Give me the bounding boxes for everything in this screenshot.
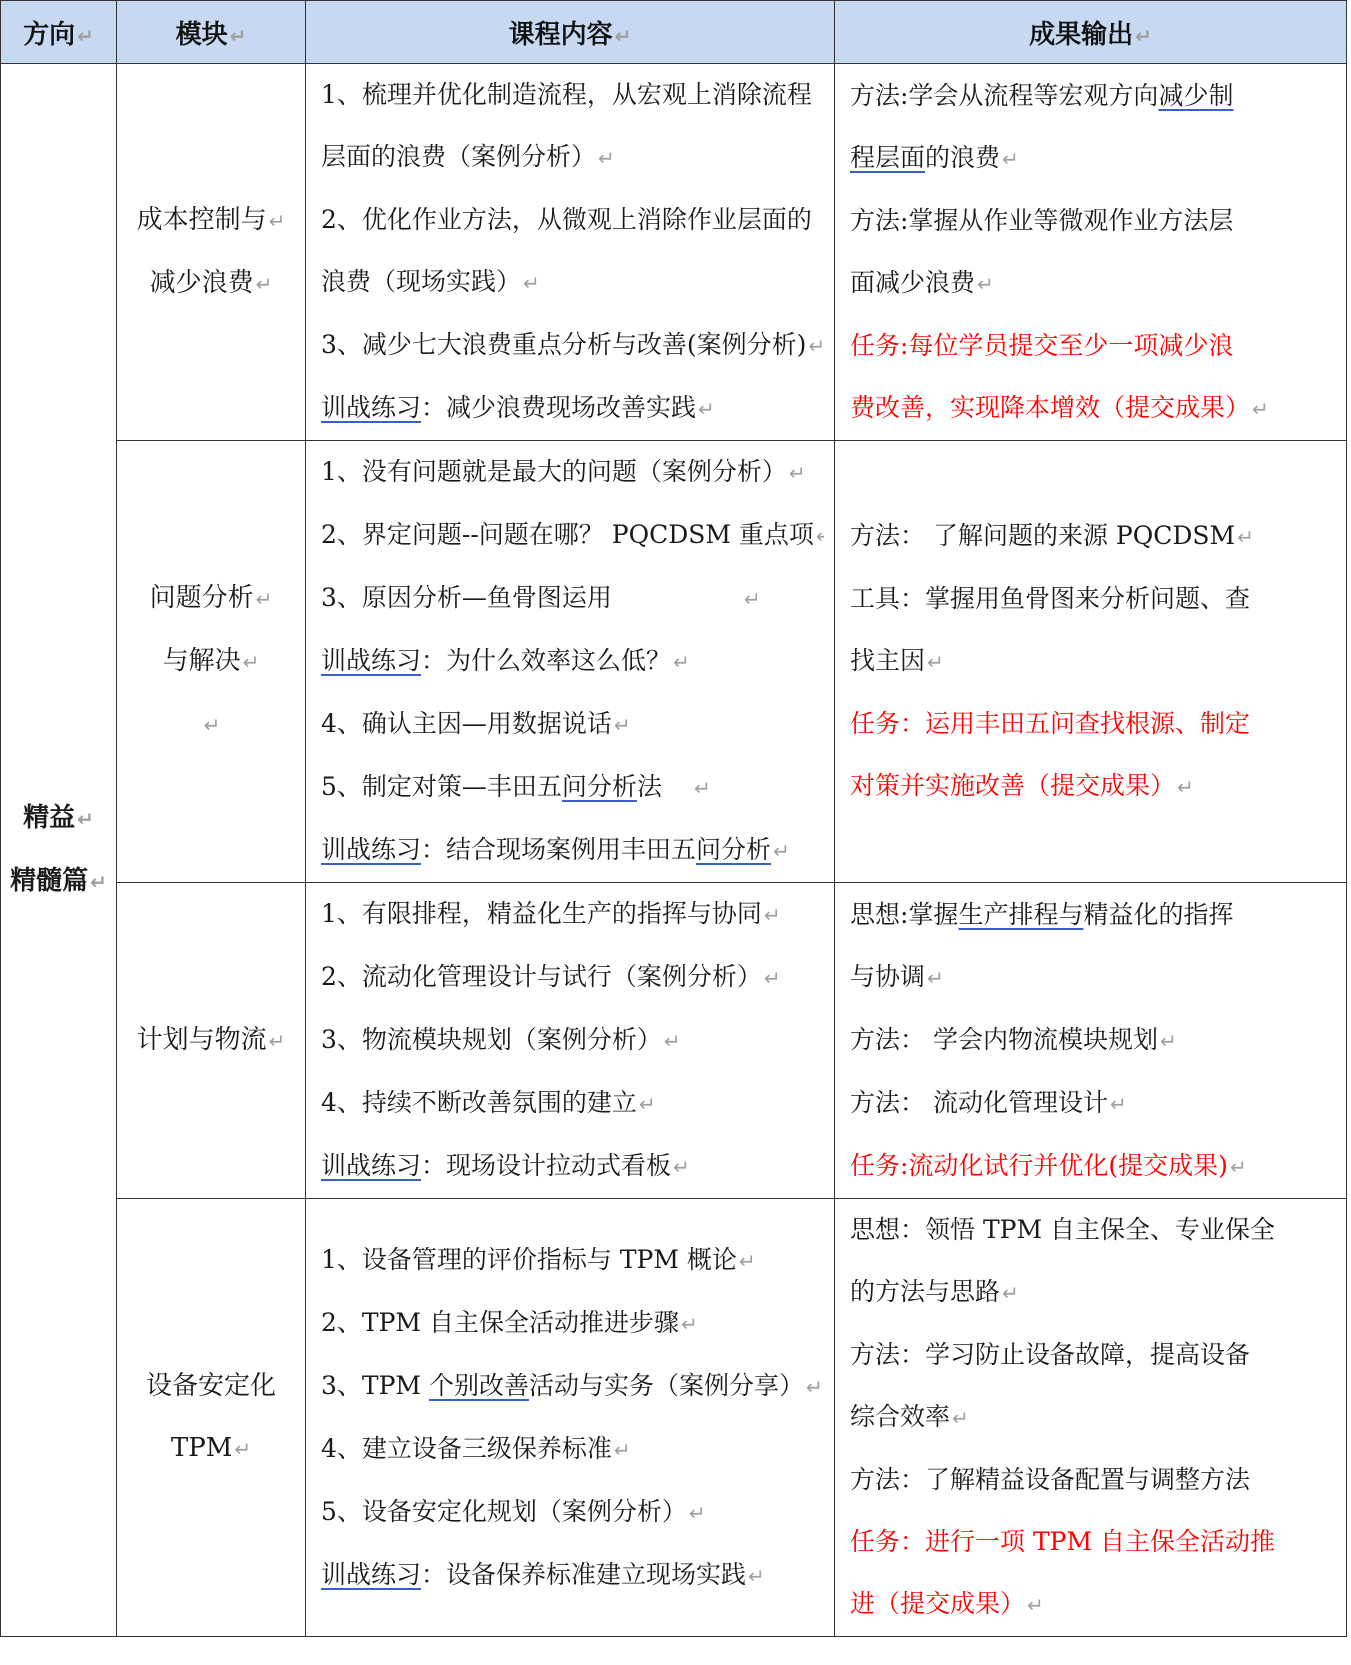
paragraph-mark-icon — [977, 272, 994, 296]
header-row — [1, 1, 1347, 64]
paragraph-mark-icon — [615, 24, 632, 48]
task-text: 进（提交成果） — [850, 1589, 1026, 1618]
output-cell: 方法:学会从流程等宏观方向减少制 程层面的浪费 ↵ 方法:掌握从作业等微观作业方法层 面减少浪费 ↵ 任务:每位学员提交至少一项减少浪 费改善，实现降本增效（提交成果） ↵ — [835, 64, 1347, 441]
paragraph-mark-icon — [744, 587, 761, 611]
header-direction: 方向 ↵ — [1, 1, 117, 64]
paragraph-mark-icon — [1110, 1092, 1127, 1116]
table-row — [1, 441, 1347, 883]
output-cell: 思想：领悟 TPM 自主保全、专业保全 的方法与思路 ↵ 方法：学习防止设备故障，提高设备 综合效率 ↵ 方法：了解精益设备配置与调整方法 任务：进行一项 TPM 自主保全活动推 进（提交成果） ↵ — [835, 1199, 1347, 1637]
table-row — [1, 1199, 1347, 1637]
direction-cell: 精益 ↵ 精髓篇 ↵ — [1, 64, 117, 1637]
paragraph-mark-icon — [1027, 1593, 1044, 1617]
content-cell: 1、梳理并优化制造流程，从宏观上消除流程 层面的浪费（案例分析） ↵ 2、优化作业方法，从微观上消除作业层面的 浪费（现场实践） ↵ 3、减少七大浪费重点分析与改善(案例分析) ↵ 训战练习：减少浪费现场改善实践 ↵ — [306, 64, 835, 441]
paragraph-mark-icon — [739, 1249, 756, 1273]
table-row — [1, 64, 1347, 441]
paragraph-mark-icon — [90, 870, 107, 894]
paragraph-mark-icon — [1135, 24, 1152, 48]
paragraph-mark-icon — [681, 1312, 698, 1336]
paragraph-mark-icon — [1177, 775, 1194, 799]
content-cell: 1、有限排程，精益化生产的指挥与协同 ↵ 2、流动化管理设计与试行（案例分析） ↵ 3、物流模块规划（案例分析） ↵ 4、持续不断改善氛围的建立 ↵ 训战练习：现场设计拉动式看板 ↵ — [306, 883, 835, 1199]
paragraph-mark-icon — [1002, 1281, 1019, 1305]
paragraph-mark-icon — [694, 776, 711, 800]
output-cell: 思想:掌握生产排程与精益化的指挥 与协调 ↵ 方法： 学会内物流模块规划 ↵ 方法： 流动化管理设计 ↵ 任务:流动化试行并优化(提交成果) ↵ — [835, 883, 1347, 1199]
paragraph-mark-icon — [639, 1092, 656, 1116]
paragraph-mark-icon — [523, 271, 540, 295]
task-text: 费改善，实现降本增效（提交成果） — [850, 392, 1251, 422]
paragraph-mark-icon — [764, 966, 781, 990]
paragraph-mark-icon — [243, 650, 260, 674]
paragraph-mark-icon — [664, 1029, 681, 1053]
paragraph-mark-icon — [614, 713, 631, 737]
practice-label: 训战练习 — [321, 1151, 422, 1180]
paragraph-mark-icon — [773, 839, 790, 863]
paragraph-mark-icon — [816, 524, 824, 548]
paragraph-mark-icon — [764, 903, 781, 927]
paragraph-mark-icon — [1237, 525, 1254, 549]
practice-label: 训战练习 — [321, 646, 422, 675]
output-cell: 方法： 了解问题的来源 PQCDSM ↵ 工具：掌握用鱼骨图来分析问题、查 找主因 ↵ 任务：运用丰田五问查找根源、制定 对策并实施改善（提交成果） ↵ — [835, 441, 1347, 883]
paragraph-mark-icon — [927, 966, 944, 990]
practice-label: 训战练习 — [321, 835, 422, 864]
module-cell: 问题分析 ↵ 与解决 ↵ ↵ — [117, 441, 306, 883]
paragraph-mark-icon — [269, 1029, 286, 1053]
task-text: 任务:流动化试行并优化(提交成果) — [850, 1150, 1228, 1180]
practice-label: 训战练习 — [321, 393, 422, 422]
paragraph-mark-icon — [673, 650, 690, 674]
paragraph-mark-icon — [748, 1564, 765, 1588]
paragraph-mark-icon — [1230, 1155, 1247, 1179]
paragraph-mark-icon — [77, 807, 94, 831]
paragraph-mark-icon — [673, 1155, 690, 1179]
paragraph-mark-icon — [806, 1375, 823, 1399]
paragraph-mark-icon — [614, 1438, 631, 1462]
paragraph-mark-icon — [598, 146, 615, 170]
practice-label: 训战练习 — [321, 1559, 422, 1589]
paragraph-mark-icon — [234, 1437, 251, 1461]
task-text: 任务:每位学员提交至少一项减少浪 — [850, 330, 1234, 360]
task-text: 任务：运用丰田五问查找根源、制定 — [850, 709, 1251, 738]
paragraph-mark-icon — [204, 713, 221, 737]
paragraph-mark-icon — [952, 1406, 969, 1430]
paragraph-mark-icon — [230, 24, 247, 48]
paragraph-mark-icon — [927, 650, 944, 674]
header-output: 成果输出 ↵ — [835, 1, 1347, 64]
table-row — [1, 883, 1347, 1199]
task-text: 对策并实施改善（提交成果） — [850, 771, 1176, 800]
module-cell: 设备安定化 TPM ↵ — [117, 1199, 306, 1637]
content-cell: 1、设备管理的评价指标与 TPM 概论 ↵ 2、TPM 自主保全活动推进步骤 ↵ 3、TPM 个别改善活动与实务（案例分享） ↵ 4、建立设备三级保养标准 ↵ 5、设备安定化规划（案例分析） ↵ 训战练习：设备保养标准建立现场实践 ↵ — [306, 1199, 835, 1637]
paragraph-mark-icon — [1252, 397, 1269, 421]
paragraph-mark-icon — [1002, 147, 1019, 171]
paragraph-mark-icon — [789, 461, 806, 485]
module-cell: 计划与物流 ↵ — [117, 883, 306, 1199]
paragraph-mark-icon — [77, 24, 94, 48]
paragraph-mark-icon — [1160, 1029, 1177, 1053]
paragraph-mark-icon — [689, 1501, 706, 1525]
paragraph-mark-icon — [256, 587, 273, 611]
header-content: 课程内容 ↵ — [306, 1, 835, 64]
module-cell: 成本控制与 ↵ 减少浪费 ↵ — [117, 64, 306, 441]
header-module: 模块 ↵ — [117, 1, 306, 64]
paragraph-mark-icon — [808, 334, 824, 358]
paragraph-mark-icon — [269, 209, 286, 233]
paragraph-mark-icon — [698, 397, 715, 421]
paragraph-mark-icon — [256, 272, 273, 296]
content-cell: 1、没有问题就是最大的问题（案例分析） ↵ 2、界定问题--问题在哪？ PQCDSM 重点项 ↵ 3、原因分析—鱼骨图运用 ↵ 训战练习：为什么效率这么低？ ↵ 4、确认主因—用数据说话 ↵ 5、制定对策—丰田五问分析法 ↵ 训战练习：结合现场案例用丰田五问分析 ↵ — [306, 441, 835, 883]
task-text: 任务：进行一项 TPM 自主保全活动推 — [850, 1527, 1275, 1556]
